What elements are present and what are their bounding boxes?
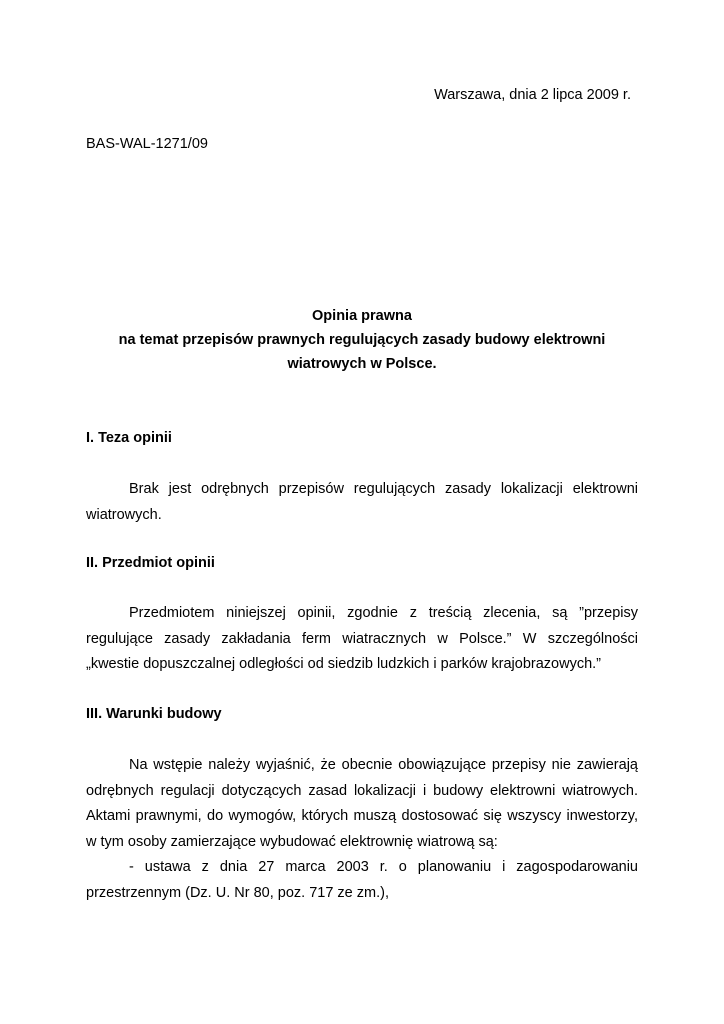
paragraph-thesis <box>86 477 638 528</box>
section-heading-conditions: III. Warunki budowy <box>86 706 222 722</box>
paragraph-subject <box>86 601 638 678</box>
document-title <box>86 304 638 376</box>
list-item-line: - ustawa z dnia 27 marca 2003 r. o planowaniu i zagospodarowaniu <box>129 859 638 875</box>
paragraph-conditions <box>86 753 638 906</box>
paragraph-line: w tym osoby zamierzające wybudować elektrownię wiatrową są: <box>86 833 498 850</box>
title-line-3: wiatrowych w Polsce. <box>287 356 437 372</box>
document-date: Warszawa, dnia 2 lipca 2009 r. <box>434 87 631 103</box>
list-item-line: przestrzennym (Dz. U. Nr 80, poz. 717 ze zm.), <box>86 884 389 901</box>
title-line-1: Opinia prawna <box>312 308 412 324</box>
section-heading-subject: II. Przedmiot opinii <box>86 555 215 571</box>
paragraph-line: wiatrowych. <box>86 506 162 523</box>
paragraph-line: Aktami prawnymi, do wymogów, których muszą dostosować się wszyscy inwestorzy, <box>86 808 638 824</box>
paragraph-line: „kwestie dopuszczalnej odległości od siedzib ludzkich i parków krajobrazowych.” <box>86 656 601 672</box>
section-heading-thesis: I. Teza opinii <box>86 430 172 446</box>
paragraph-line: Na wstępie należy wyjaśnić, że obecnie obowiązujące przepisy nie zawierają <box>129 757 638 773</box>
title-line-2: na temat przepisów prawnych regulujących zasady budowy elektrowni <box>118 332 606 348</box>
paragraph-line: odrębnych regulacji dotyczących zasad lokalizacji i budowy elektrowni wiatrowych. <box>86 782 638 799</box>
paragraph-line: regulujące zasady zakładania ferm wiatracznych w Polsce.” W szczególności <box>86 630 638 647</box>
paragraph-line: Brak jest odrębnych przepisów regulujących zasady lokalizacji elektrowni <box>129 481 638 497</box>
paragraph-line: Przedmiotem niniejszej opinii, zgodnie z treścią zlecenia, są ”przepisy <box>129 605 638 621</box>
document-reference-number: BAS-WAL-1271/09 <box>86 136 208 152</box>
